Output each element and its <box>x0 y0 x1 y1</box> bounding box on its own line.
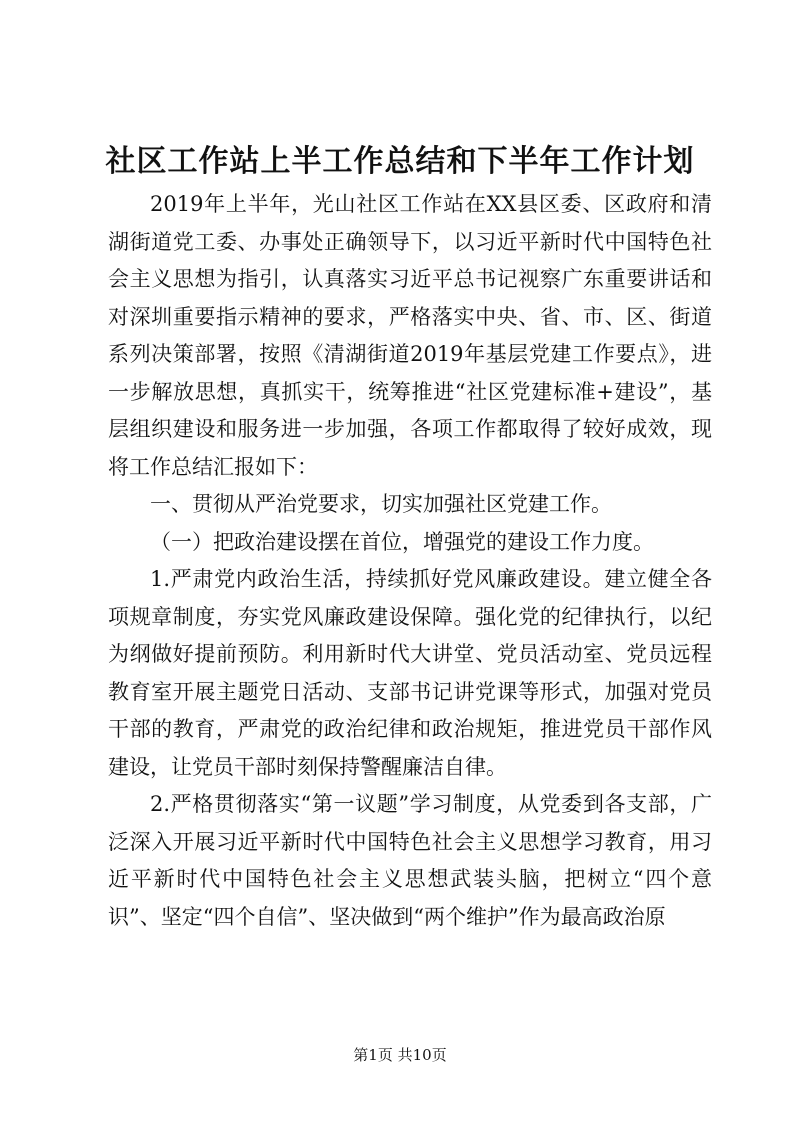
paragraph-item-1: 1.严肃党内政治生活，持续抓好党风廉政建设。建立健全各项规章制度，夯实党风廉政建设保障。强化党的纪律执行，以纪为纲做好提前预防。利用新时代大讲堂、党员活动室、党员远程教育室开展主题党日活动、支部书记讲党课等形式，加强对党员干部的教育，严肃党的政治纪律和政治规矩，推进党员干部作风建设，让党员干部时刻保持警醒廉洁自律。 <box>108 567 712 779</box>
heading-section-1: 一、贯彻从严治党要求，切实加强社区党建工作。 <box>150 492 612 516</box>
paragraph-intro: 2019年上半年，光山社区工作站在XX县区委、区政府和清湖街道党工委、办事处正确领导下，以习近平新时代中国特色社会主义思想为指引，认真落实习近平总书记视察广东重要讲话和对深圳重要指示精神的要求，严格落实中央、省、市、区、街道系列决策部署，按照《清湖街道2019年基层党建工作要点》，进一步解放思想，真抓实干，统筹推进“社区党建标准+建设”，基层组织建设和服务进一步加强，各项工作都取得了较好成效，现将工作总结汇报如下： <box>108 192 712 479</box>
document-body <box>108 186 712 936</box>
page-number-footer: 第1页 共10页 <box>353 1046 447 1064</box>
paragraph-item-2: 2.严格贯彻落实“第一议题”学习制度，从党委到各支部，广泛深入开展习近平新时代中国特色社会主义思想学习教育，用习近平新时代中国特色社会主义思想武装头脑，把树立“四个意识”、坚定“四个自信”、坚决做到“两个维护”作为最高政治原 <box>108 792 712 929</box>
heading-subsection-1: （一）把政治建设摆在首位，增强党的建设工作力度。 <box>150 529 654 554</box>
document-title: 社区工作站上半工作总结和下半年工作计划 <box>105 144 695 179</box>
